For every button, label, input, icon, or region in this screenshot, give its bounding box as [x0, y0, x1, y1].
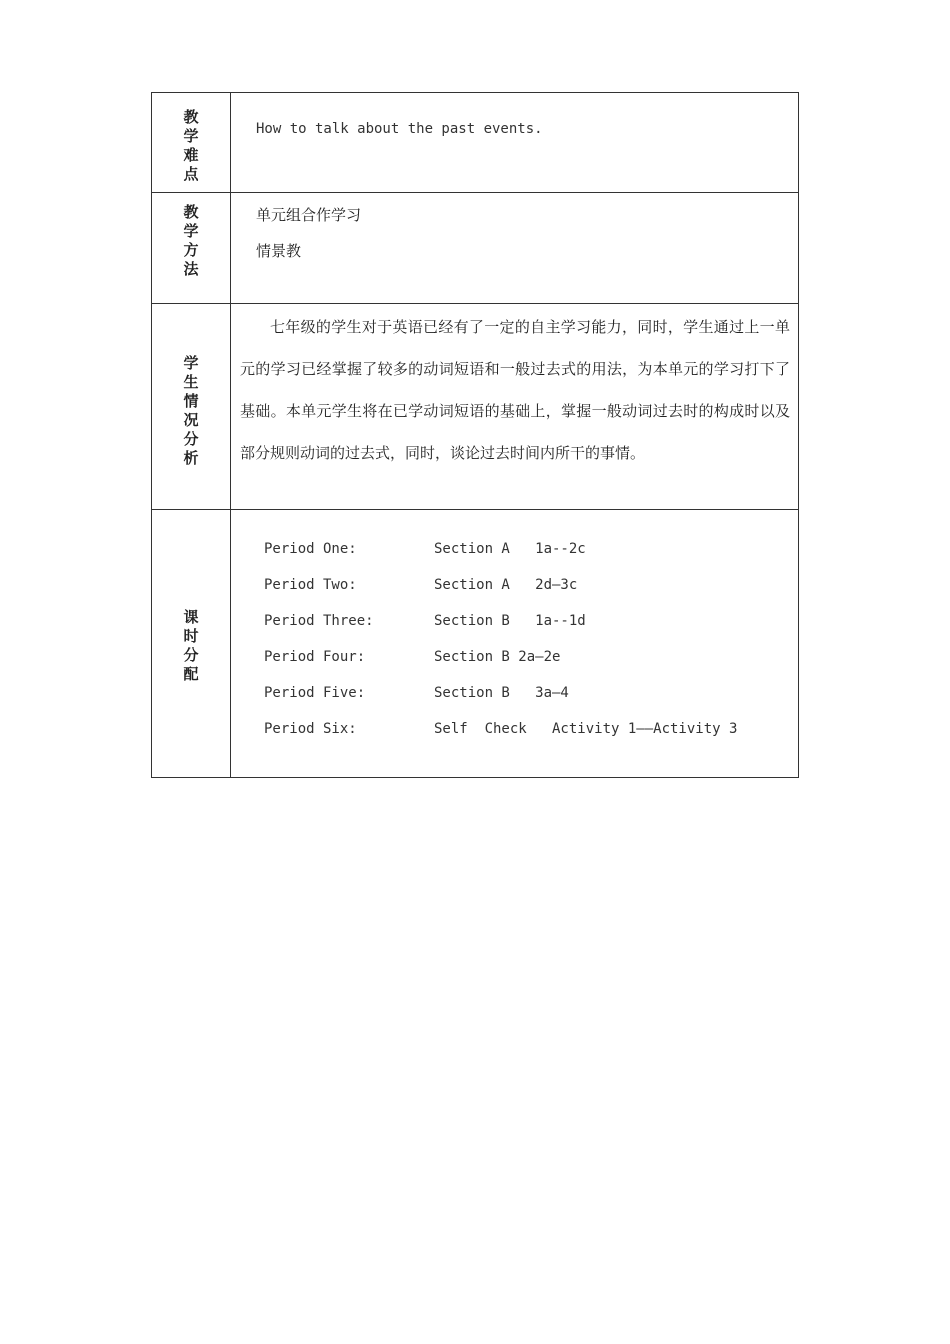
- period-content: Section A 1a--2c: [434, 541, 586, 557]
- method-item: 情景教: [256, 242, 302, 260]
- row-label-analysis: 学生情况分析: [183, 354, 199, 467]
- period-row: [264, 571, 798, 607]
- period-row: [264, 535, 798, 571]
- difficulty-text: How to talk about the past events.: [256, 121, 543, 137]
- period-row: [264, 643, 798, 679]
- period-content: Section B 2a—2e: [434, 649, 561, 665]
- row-label-schedule: 课时分配: [183, 608, 199, 683]
- period-row: [264, 607, 798, 643]
- period-content: Section B 3a—4: [434, 685, 569, 701]
- period-name: Period One:: [264, 541, 357, 557]
- method-item: 单元组合作学习: [256, 206, 362, 224]
- period-row: [264, 715, 798, 751]
- label-cell: [152, 93, 231, 193]
- label-cell: [152, 510, 231, 778]
- period-name: Period Four:: [264, 649, 366, 665]
- analysis-paragraph: 七年级的学生对于英语已经有了一定的自主学习能力，同时，学生通过上一单元的学习已经掌握了较多的动词短语和一般过去式的用法，为本单元的学习打下了基础。本单元学生将在已学动词短语的基础上，掌握一般动词过去时的构成时以及部分规则动词的过去式，同时，谈论过去时间内所干的事情。: [240, 318, 790, 462]
- row-student-analysis: [152, 304, 799, 510]
- content-cell: [231, 510, 799, 778]
- period-name: Period Six:: [264, 721, 357, 737]
- analysis-text: [231, 304, 798, 474]
- lesson-plan-table: [151, 92, 799, 778]
- label-cell: [152, 304, 231, 510]
- row-period-schedule: [152, 510, 799, 778]
- period-name: Period Three:: [264, 613, 374, 629]
- period-content: Section A 2d—3c: [434, 577, 578, 593]
- period-name: Period Two:: [264, 577, 357, 593]
- period-list: [231, 510, 798, 751]
- row-teaching-difficulty: [152, 93, 799, 193]
- methods-list: [231, 193, 798, 269]
- content-cell: [231, 304, 799, 510]
- content-cell: [231, 193, 799, 304]
- period-name: Period Five:: [264, 685, 366, 701]
- period-content: Section B 1a--1d: [434, 613, 586, 629]
- label-cell: [152, 193, 231, 304]
- row-teaching-methods: [152, 193, 799, 304]
- row-label-methods: 教学方法: [183, 203, 199, 278]
- row-label-difficulty: 教学难点: [183, 108, 199, 183]
- period-content: Self Check Activity 1——Activity 3: [434, 721, 738, 737]
- content-cell: [231, 93, 799, 193]
- period-row: [264, 679, 798, 715]
